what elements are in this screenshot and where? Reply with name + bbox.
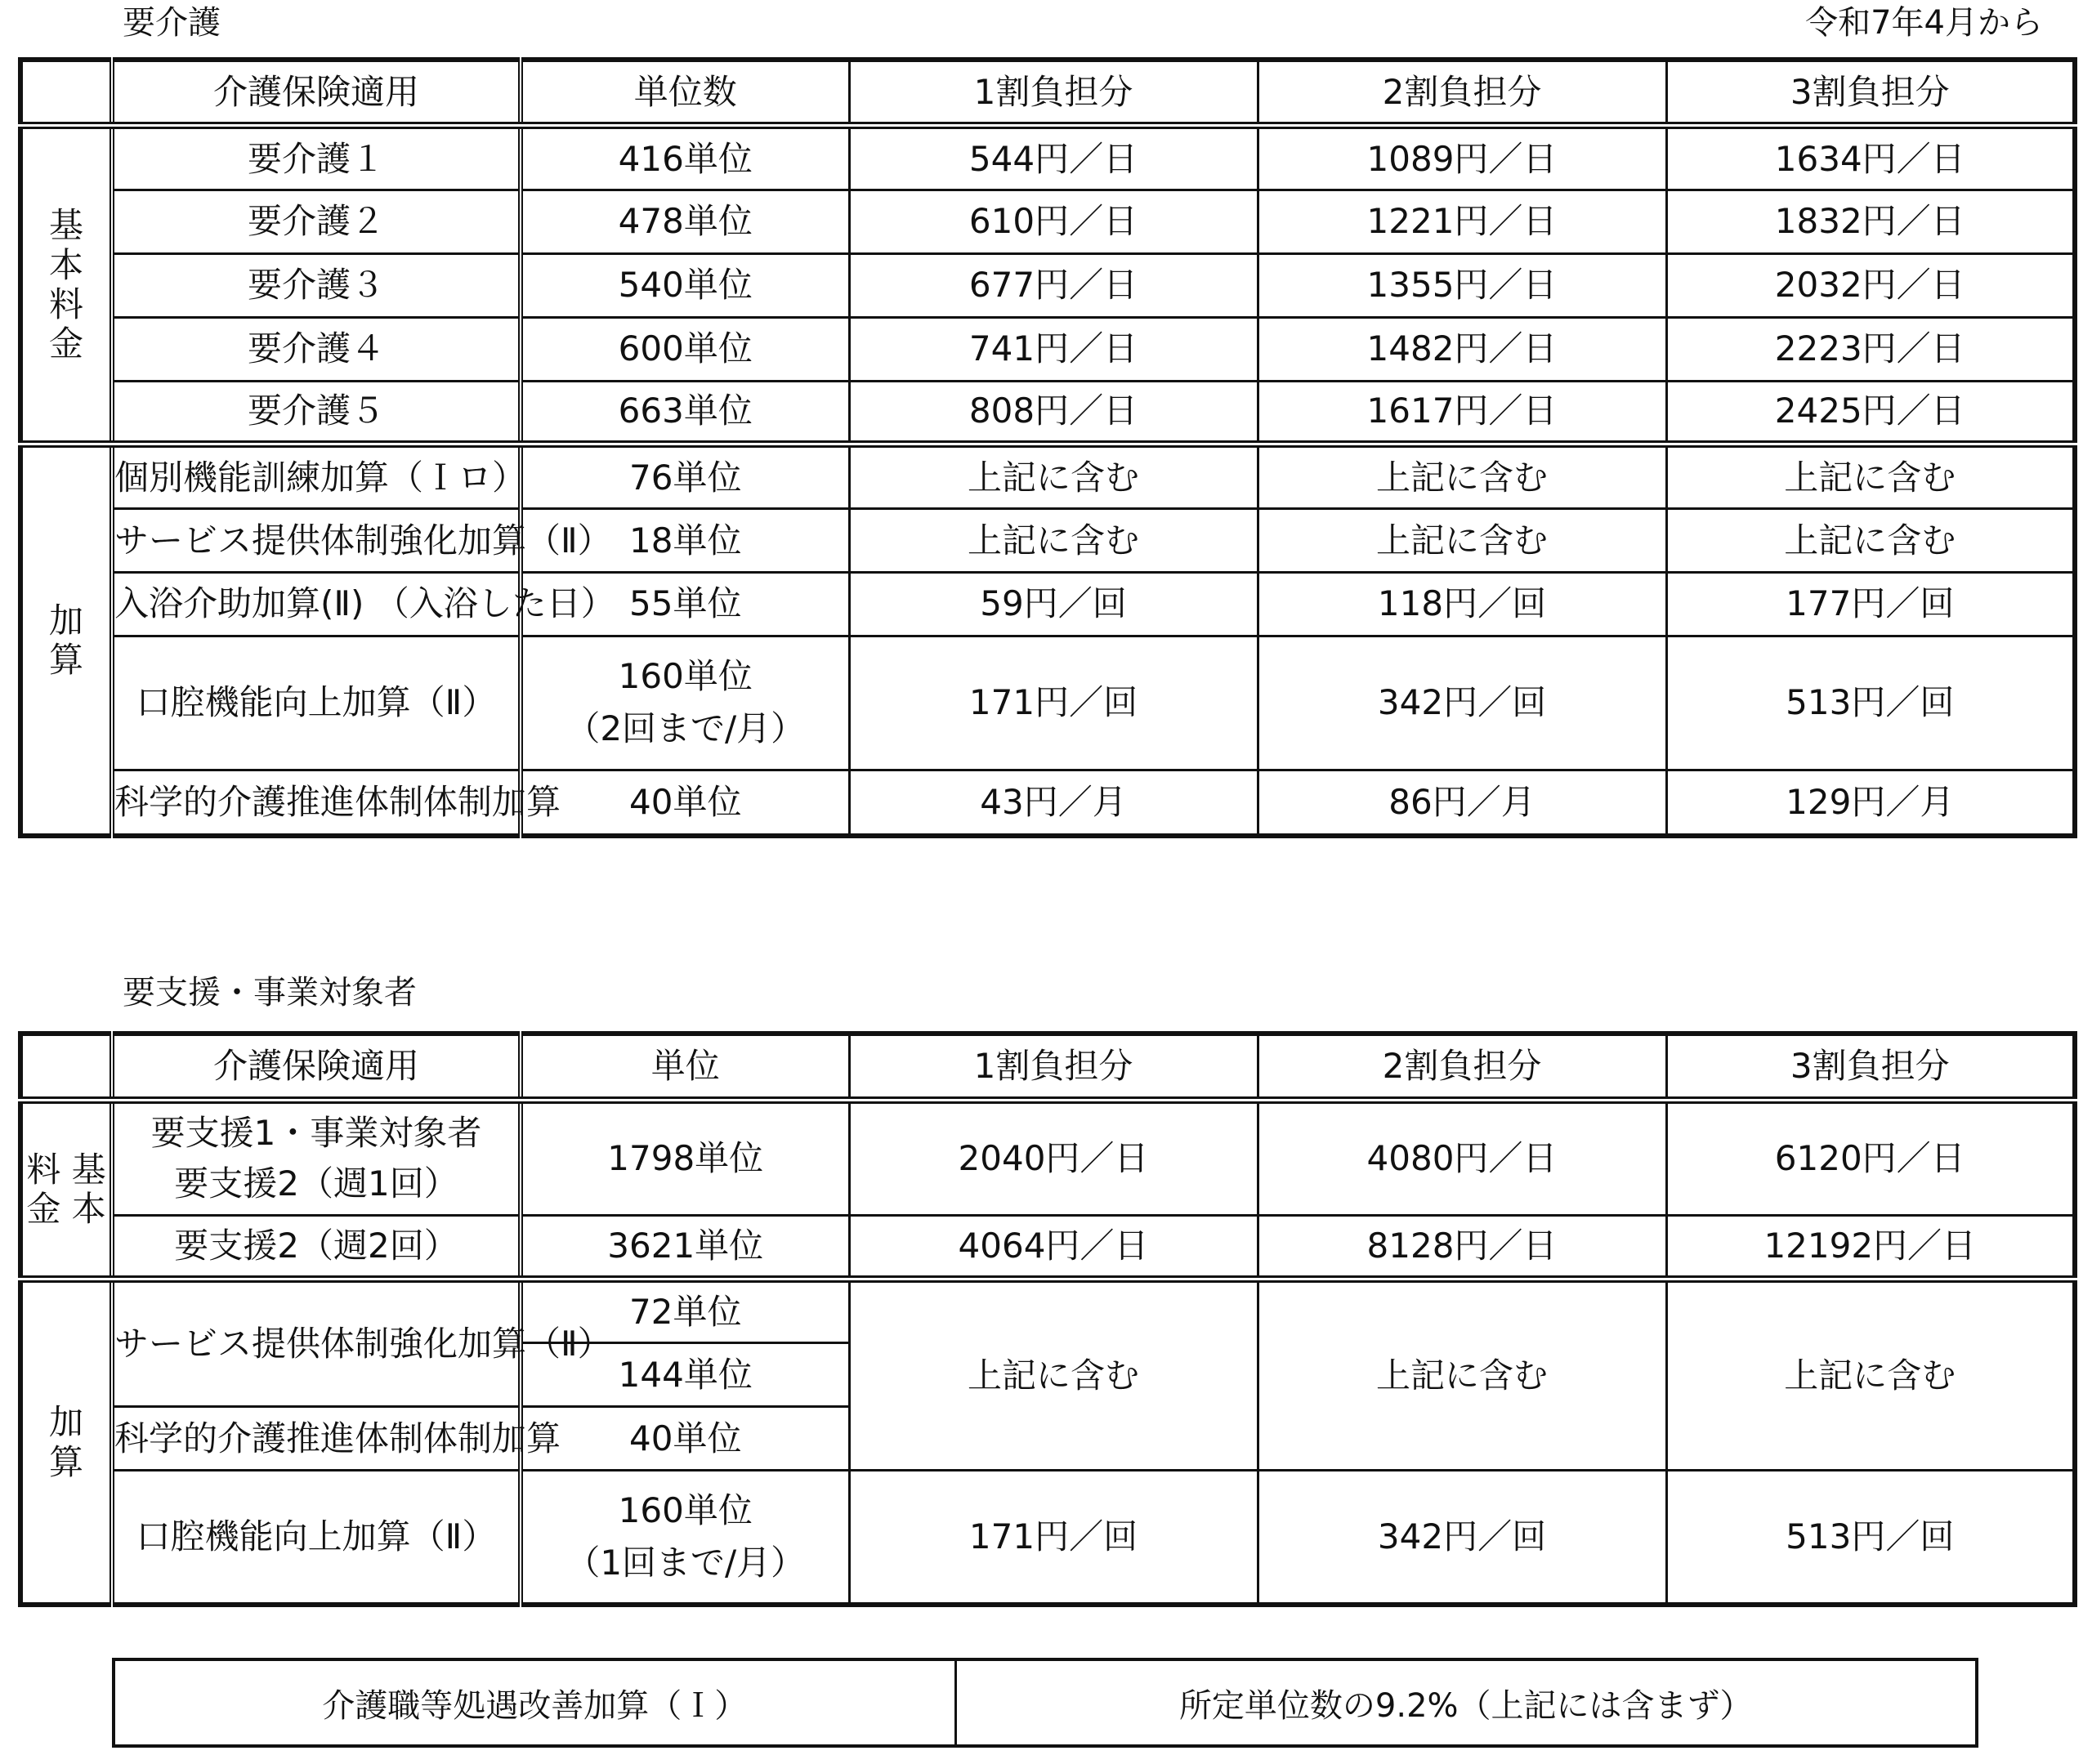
support-level-name: 要支援1・事業対象者 要支援2（週1回）: [112, 1100, 521, 1216]
fee-2-cell: 1482円／日: [1258, 317, 1666, 381]
fee-3-cell: 129円／月: [1666, 770, 2075, 836]
fee-2-cell: 上記に含む: [1258, 444, 1666, 509]
fee-2-cell: 1355円／日: [1258, 253, 1666, 317]
fee-2-cell: 上記に含む: [1258, 509, 1666, 573]
addition-name: 科学的介護推進体制体制加算: [112, 1407, 521, 1471]
fee-3-cell: 上記に含む: [1666, 509, 2075, 573]
units-cell: 416単位: [521, 126, 849, 190]
addition-name: 口腔機能向上加算（Ⅱ）: [112, 1471, 521, 1605]
table-header-row: [20, 60, 2075, 126]
fee-2-cell: 4080円／日: [1258, 1100, 1666, 1216]
table-row: [20, 190, 2075, 254]
support-fee-table: [18, 1031, 2077, 1607]
improvement-addition-value: 所定単位数の9.2%（上記には含まず）: [955, 1659, 1977, 1746]
header-cell: 単位数: [521, 60, 849, 126]
header-cell: 2割負担分: [1258, 1034, 1666, 1100]
fee-1-cell: 544円／日: [849, 126, 1258, 190]
header-cell: 介護保険適用: [112, 1034, 521, 1100]
fee-3-cell: 1832円／日: [1666, 190, 2075, 254]
fee-1-cell: 2040円／日: [849, 1100, 1258, 1216]
fee-3-cell: 2223円／日: [1666, 317, 2075, 381]
fee-1-cell: 43円／月: [849, 770, 1258, 836]
header-cell: 3割負担分: [1666, 60, 2075, 126]
fee-2-cell: 86円／月: [1258, 770, 1666, 836]
fee-2-cell: 342円／回: [1258, 636, 1666, 770]
care-fee-table: [18, 57, 2077, 838]
units-cell: 40単位: [521, 1407, 849, 1471]
addition-name: 個別機能訓練加算（Ｉロ）: [112, 444, 521, 509]
table-row: [20, 1100, 2075, 1216]
header-cell: 3割負担分: [1666, 1034, 2075, 1100]
fee-3-cell: 2032円／日: [1666, 253, 2075, 317]
addition-name: サービス提供体制強化加算（Ⅱ）: [112, 1279, 521, 1407]
fee-2-cell: 8128円／日: [1258, 1216, 1666, 1279]
units-cell: 478単位: [521, 190, 849, 254]
fee-1-cell: 171円／回: [849, 636, 1258, 770]
fee-3-cell: 6120円／日: [1666, 1100, 2075, 1216]
fee-1-cell: 4064円／日: [849, 1216, 1258, 1279]
units-cell: 160単位 （1回まで/月）: [521, 1471, 849, 1605]
care-level-name: 要介護５: [112, 381, 521, 444]
header-corner: [20, 1034, 112, 1100]
fee-3-cell: 177円／回: [1666, 573, 2075, 636]
table-header-row: [20, 1034, 2075, 1100]
fee-1-cell: 610円／日: [849, 190, 1258, 254]
fee-2-cell: 342円／回: [1258, 1471, 1666, 1605]
units-cell: 1798単位: [521, 1100, 849, 1216]
effective-date: 令和7年4月から: [1805, 4, 2043, 42]
table-row: [20, 381, 2075, 444]
addition-group-label: 加 算: [20, 444, 112, 836]
fee-3-cell: 513円／回: [1666, 1471, 2075, 1605]
fee-3-cell: 上記に含む: [1666, 1279, 2075, 1471]
improvement-addition-table: [112, 1658, 1978, 1748]
units-cell: 540単位: [521, 253, 849, 317]
addition-name: サービス提供体制強化加算（Ⅱ）: [112, 509, 521, 573]
units-cell: 55単位: [521, 573, 849, 636]
table-row: [20, 317, 2075, 381]
fee-1-cell: 741円／日: [849, 317, 1258, 381]
basic-fee-group-label: 基 本 料 金: [20, 126, 112, 444]
fee-2-cell: 上記に含む: [1258, 1279, 1666, 1471]
header-cell: 1割負担分: [849, 60, 1258, 126]
fee-2-cell: 1221円／日: [1258, 190, 1666, 254]
table-row: [20, 253, 2075, 317]
units-cell: 3621単位: [521, 1216, 849, 1279]
table-row: [20, 573, 2075, 636]
fee-3-cell: 513円／回: [1666, 636, 2075, 770]
section1-title: 要介護: [123, 4, 221, 42]
table-row: [20, 509, 2075, 573]
addition-name: 科学的介護推進体制体制加算: [112, 770, 521, 836]
units-cell: 40単位: [521, 770, 849, 836]
header-cell: 1割負担分: [849, 1034, 1258, 1100]
improvement-addition-label: 介護職等処遇改善加算（Ｉ）: [114, 1659, 955, 1746]
header-cell: 2割負担分: [1258, 60, 1666, 126]
fee-3-cell: 1634円／日: [1666, 126, 2075, 190]
fee-1-cell: 171円／回: [849, 1471, 1258, 1605]
section2-title: 要支援・事業対象者: [123, 974, 417, 1012]
addition-name: 入浴介助加算(Ⅱ) （入浴した日）: [112, 573, 521, 636]
units-cell: 18単位: [521, 509, 849, 573]
fee-2-cell: 118円／回: [1258, 573, 1666, 636]
fee-3-cell: 上記に含む: [1666, 444, 2075, 509]
care-level-name: 要介護１: [112, 126, 521, 190]
table-row: [20, 126, 2075, 190]
fee-3-cell: 12192円／日: [1666, 1216, 2075, 1279]
units-cell: 160単位 （2回まで/月）: [521, 636, 849, 770]
header-cell: 介護保険適用: [112, 60, 521, 126]
header-corner: [20, 60, 112, 126]
table-row: [20, 444, 2075, 509]
basic-fee-group-label: 料 基 金 本: [20, 1100, 112, 1279]
units-cell: 663単位: [521, 381, 849, 444]
fee-1-cell: 59円／回: [849, 573, 1258, 636]
table-row: [20, 1279, 2075, 1343]
fee-1-cell: 上記に含む: [849, 444, 1258, 509]
units-cell: 72単位: [521, 1279, 849, 1343]
units-cell: 76単位: [521, 444, 849, 509]
table-row: [20, 1471, 2075, 1605]
support-level-name: 要支援2（週2回）: [112, 1216, 521, 1279]
table-row: [20, 636, 2075, 770]
fee-1-cell: 上記に含む: [849, 509, 1258, 573]
table-row: [114, 1659, 1977, 1746]
units-cell: 600単位: [521, 317, 849, 381]
care-level-name: 要介護２: [112, 190, 521, 254]
table-row: [20, 1216, 2075, 1279]
fee-1-cell: 上記に含む: [849, 1279, 1258, 1471]
fee-1-cell: 677円／日: [849, 253, 1258, 317]
units-cell: 144単位: [521, 1343, 849, 1407]
addition-group-label: 加 算: [20, 1279, 112, 1605]
table-row: [20, 770, 2075, 836]
fee-1-cell: 808円／日: [849, 381, 1258, 444]
fee-3-cell: 2425円／日: [1666, 381, 2075, 444]
addition-name: 口腔機能向上加算（Ⅱ）: [112, 636, 521, 770]
fee-2-cell: 1617円／日: [1258, 381, 1666, 444]
header-cell: 単位: [521, 1034, 849, 1100]
fee-2-cell: 1089円／日: [1258, 126, 1666, 190]
care-level-name: 要介護３: [112, 253, 521, 317]
care-level-name: 要介護４: [112, 317, 521, 381]
